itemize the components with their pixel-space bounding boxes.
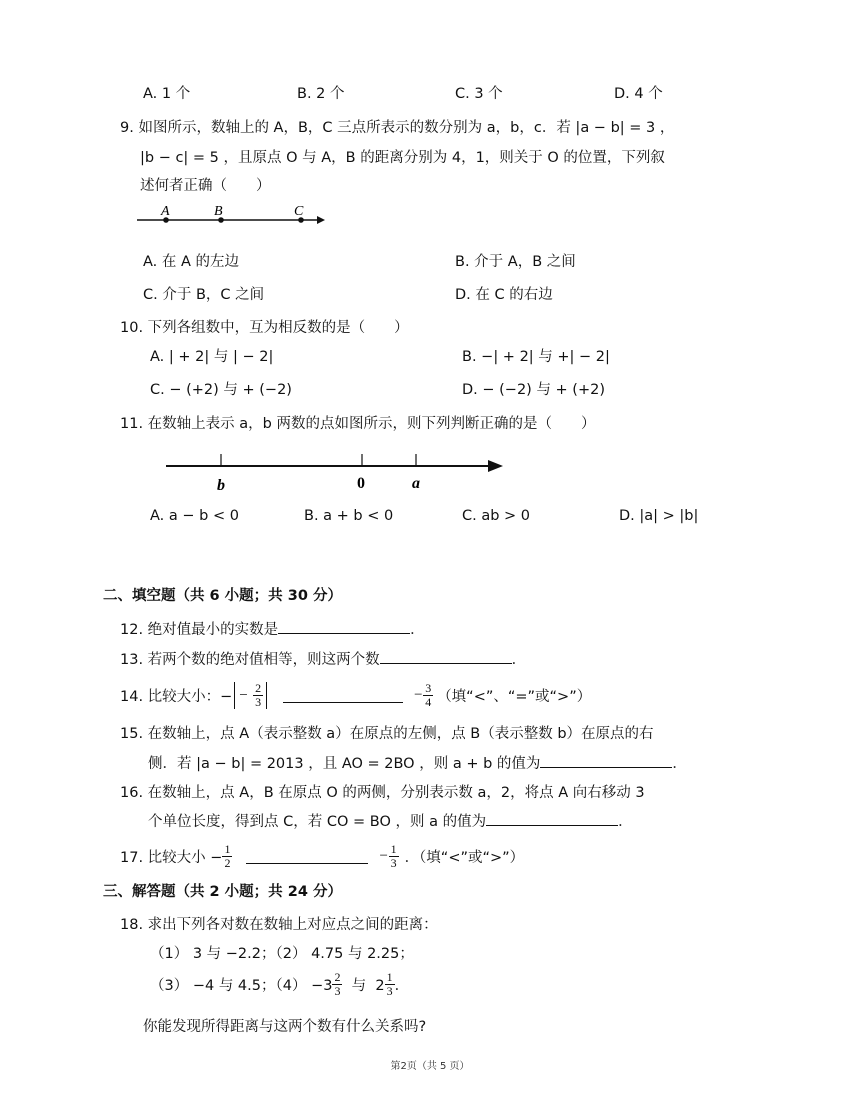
q14-minus1: − xyxy=(238,687,249,703)
q9-line1: 9. 如图所示，数轴上的 A，B，C 三点所表示的数分别为 a，b，c．若 |a − b| = 3 ， xyxy=(120,120,675,136)
q16-end: ． xyxy=(618,814,633,830)
q10-option-d: D. − (−2) 与 + (+2) xyxy=(462,382,605,398)
q17 xyxy=(120,836,524,876)
q18-mixed2-fraction: $\frac{1}{3}$ xyxy=(386,969,393,998)
q13-end: ． xyxy=(511,652,527,668)
q9-option-c: C. 介于 B，C 之间 xyxy=(143,287,265,303)
q12-text: 12. 绝对值最小的实数是 xyxy=(120,622,279,638)
q14-blank[interactable] xyxy=(283,688,403,703)
q11-label-a: a xyxy=(412,475,420,492)
q18-line2c: ． xyxy=(394,977,410,994)
q14 xyxy=(120,675,591,715)
q16-line2-text: 个单位长度，得到点 C，若 CO = BO ，则 a 的值为 xyxy=(148,814,487,830)
q9-label-c: C xyxy=(294,204,304,219)
q9-label-b: B xyxy=(214,204,223,219)
q14-suffix: （填“<”、“=”或“>”） xyxy=(437,688,592,705)
q14-minus2: − xyxy=(413,686,424,703)
q18-question: 你能发现所得距离与这两个数有什么关系吗? xyxy=(143,1019,427,1035)
q9-line2: |b − c| = 5 ，且原点 O 与 A，B 的距离分别为 4，1，则关于 O 的位置，下列叙 xyxy=(140,150,665,166)
q12 xyxy=(120,618,425,639)
q10-option-b: B. −| + 2| 与 +| − 2| xyxy=(462,349,610,365)
q16-blank[interactable] xyxy=(486,811,618,826)
q18-line2 xyxy=(150,966,409,1002)
q11-label-b: b xyxy=(217,477,225,494)
q8-option-c: C. 3 个 xyxy=(455,86,503,102)
q17-fraction1: $\frac{1}{2}$ xyxy=(224,841,231,870)
q17-minus2: − xyxy=(378,847,389,864)
q9-option-a: A. 在 A 的左边 xyxy=(143,254,240,270)
q17-prefix: 17. 比较大小 − xyxy=(120,849,223,866)
q8-option-b: B. 2 个 xyxy=(297,86,345,102)
q11-label-0: 0 xyxy=(357,475,365,492)
q13 xyxy=(120,648,526,669)
q14-fraction2: $\frac{3}{4}$ xyxy=(425,680,432,709)
q11-option-a: A. a − b < 0 xyxy=(150,508,239,524)
q15-line2-text: 侧．若 |a − b| = 2013 ，且 AO = 2BO ，则 a + b 的值为 xyxy=(148,756,541,772)
q9-line3: 述何者正确（ ） xyxy=(140,178,271,194)
page-footer: 第2页（共 5 页） xyxy=(390,1061,470,1072)
q9-option-d: D. 在 C 的右边 xyxy=(455,287,553,303)
q10-option-a: A. | + 2| 与 | − 2| xyxy=(150,349,274,365)
q16-line1: 16. 在数轴上，点 A，B 在原点 O 的两侧，分别表示数 a，2，将点 A 向右移动 3 xyxy=(120,785,645,801)
section3-heading: 三、解答题（共 2 小题；共 24 分） xyxy=(103,884,342,900)
q9-option-b: B. 介于 A，B 之间 xyxy=(455,254,576,270)
q18-line1: （1） 3 与 −2.2；（2） 4.75 与 2.25； xyxy=(150,946,414,962)
q18-line2b: 与 2 xyxy=(342,977,385,994)
q8-option-a: A. 1 个 xyxy=(143,86,191,102)
section2-heading: 二、填空题（共 6 小题；共 30 分） xyxy=(103,588,342,604)
q18-stem: 18. 求出下列各对数在数轴上对应点之间的距离： xyxy=(120,917,438,933)
q13-blank[interactable] xyxy=(380,649,512,664)
q11-option-c: C. ab > 0 xyxy=(462,508,531,524)
q9-label-a: A xyxy=(161,204,170,219)
q10-stem: 10. 下列各组数中，互为相反数的是（ ） xyxy=(120,320,409,336)
q17-fraction2: $\frac{1}{3}$ xyxy=(390,841,397,870)
q16-line2 xyxy=(148,810,633,831)
q17-suffix: ．（填“<”或“>”） xyxy=(404,849,525,866)
q15-end: ． xyxy=(672,756,687,772)
q11-option-b: B. a + b < 0 xyxy=(304,508,394,524)
q15-blank[interactable] xyxy=(540,753,672,768)
q11-number-line xyxy=(160,450,510,496)
q15-line2 xyxy=(148,752,687,773)
q12-end: ． xyxy=(410,622,425,638)
q12-blank[interactable] xyxy=(278,619,410,634)
q8-option-d: D. 4 个 xyxy=(614,86,663,102)
q13-text: 13. 若两个数的绝对值相等，则这两个数 xyxy=(120,652,380,668)
q17-blank[interactable] xyxy=(246,849,368,864)
q14-fraction1: $\frac{2}{3}$ xyxy=(255,680,262,709)
q14-prefix: 14. 比较大小：− xyxy=(120,688,233,705)
q10-option-c: C. − (+2) 与 + (−2) xyxy=(150,382,292,398)
q9-number-line xyxy=(135,200,335,228)
q18-mixed1-fraction: $\frac{2}{3}$ xyxy=(334,969,341,998)
q15-line1: 15. 在数轴上，点 A（表示整数 a）在原点的左侧，点 B（表示整数 b）在原点的右 xyxy=(120,726,654,742)
q18-line2a: （3） −4 与 4.5；（4） −3 xyxy=(150,977,333,994)
q11-stem: 11. 在数轴上表示 a，b 两数的点如图所示，则下列判断正确的是（ ） xyxy=(120,416,596,432)
q11-option-d: D. |a| > |b| xyxy=(619,508,699,524)
q14-abs-bars xyxy=(234,682,267,709)
